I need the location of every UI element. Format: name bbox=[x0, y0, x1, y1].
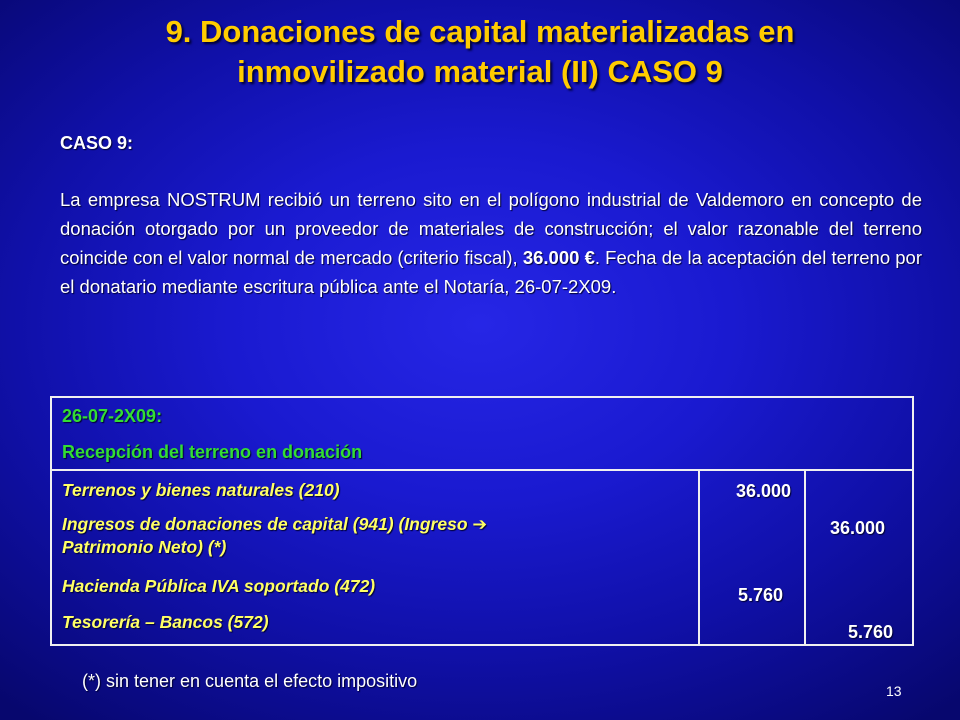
case-text-part1: La empresa NOSTRUM recibió un terreno sito en el polígono industrial de Valdemoro en concepto de donación otorgado por un proveedor de materiales de construcción; el valor razonable del terreno coincide con el valor normal de mercado (criterio fiscal), bbox=[60, 189, 922, 268]
title-line-1: 9. Donaciones de capital materializadas en bbox=[165, 14, 795, 49]
footnote: (*) sin tener en cuenta el efecto impositivo bbox=[82, 671, 418, 691]
journal-header-row bbox=[52, 398, 912, 471]
case-description bbox=[60, 185, 922, 301]
case-text-part2: . Fecha de la aceptación del terreno por el donatario mediante escritura pública ante el Notaría, 26-07-2X09. bbox=[60, 247, 923, 297]
account-ingresos-donaciones bbox=[62, 513, 662, 559]
debit-amount-terrenos: 36.000 bbox=[736, 481, 792, 501]
page-number: 13 bbox=[886, 683, 902, 699]
case-text-amount: 36.000 € bbox=[522, 247, 595, 268]
journal-description: Recepción del terreno en donación bbox=[62, 442, 363, 462]
account-ingresos-label: Ingresos de donaciones de capital (941) (Ingreso bbox=[62, 514, 473, 534]
journal-entry-table bbox=[50, 396, 914, 646]
case-heading: CASO 9: bbox=[60, 133, 134, 153]
credit-amount-ingresos: 36.000 bbox=[830, 518, 886, 538]
account-ingresos-label-line2: Patrimonio Neto) (*) bbox=[62, 537, 227, 557]
right-arrow-icon: ➔ bbox=[472, 514, 488, 534]
accounts-column bbox=[52, 471, 700, 644]
slide-title bbox=[40, 12, 920, 92]
account-hacienda-iva: Hacienda Pública IVA soportado (472) bbox=[62, 576, 376, 596]
journal-date: 26-07-2X09: bbox=[62, 406, 163, 426]
debit-column bbox=[700, 471, 806, 644]
title-line-2: inmovilizado material (II) CASO 9 bbox=[237, 54, 723, 89]
credit-amount-tesoreria: 5.760 bbox=[848, 622, 894, 642]
debit-amount-iva: 5.760 bbox=[738, 585, 784, 605]
account-tesoreria-bancos: Tesorería – Bancos (572) bbox=[62, 612, 269, 632]
account-terrenos: Terrenos y bienes naturales (210) bbox=[62, 480, 340, 500]
